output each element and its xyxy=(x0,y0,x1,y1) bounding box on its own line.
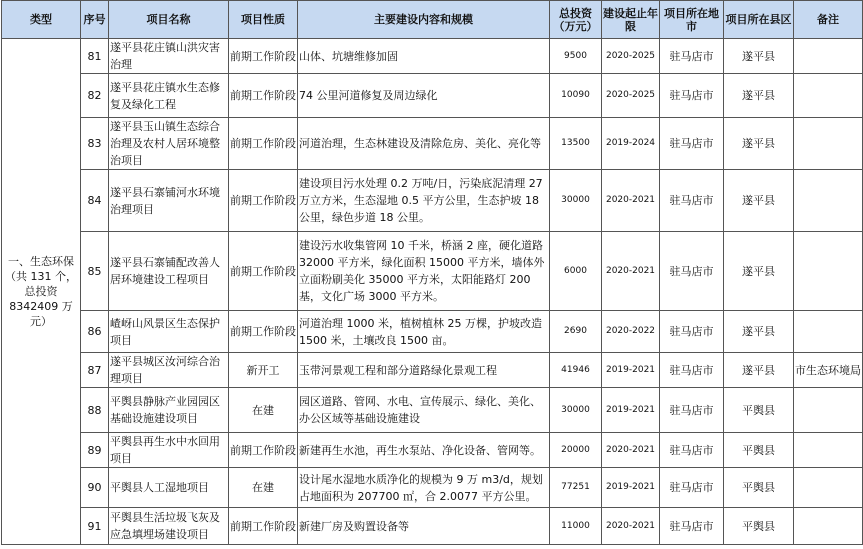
cell-period: 2020-2025 xyxy=(602,39,660,74)
cell-period: 2019-2021 xyxy=(602,353,660,388)
cell-note xyxy=(794,468,863,508)
cell-content: 74 公里河道修复及周边绿化 xyxy=(298,74,550,118)
cell-investment: 2690 xyxy=(550,311,602,353)
cell-project-nature: 前期工作阶段 xyxy=(229,74,298,118)
header-period: 建设起止年限 xyxy=(602,1,660,39)
cell-project-name: 遂平县玉山镇生态综合治理及农村人居环境整治项目 xyxy=(109,118,229,170)
table-row xyxy=(2,508,863,545)
cell-city: 驻马店市 xyxy=(660,118,724,170)
cell-county: 遂平县 xyxy=(724,311,794,353)
cell-project-nature: 前期工作阶段 xyxy=(229,508,298,545)
cell-no: 91 xyxy=(81,508,109,545)
cell-period: 2020-2025 xyxy=(602,74,660,118)
table-row xyxy=(2,118,863,170)
cell-project-name: 平舆县人工湿地项目 xyxy=(109,468,229,508)
cell-city: 驻马店市 xyxy=(660,353,724,388)
header-type: 类型 xyxy=(2,1,81,39)
cell-content: 建设污水收集管网 10 千米，桥涵 2 座，硬化道路 32000 平方米，绿化面积 15000 平方米，墙体外立面粉刷美化 35000 平方米，太阳能路灯 200 基，文化广场 3000 平方米。 xyxy=(298,232,550,311)
cell-period: 2020-2021 xyxy=(602,170,660,232)
cell-project-name: 平舆县静脉产业园园区基础设施建设项目 xyxy=(109,388,229,433)
cell-city: 驻马店市 xyxy=(660,468,724,508)
cell-investment: 9500 xyxy=(550,39,602,74)
cell-note xyxy=(794,74,863,118)
header-investment: 总投资（万元） xyxy=(550,1,602,39)
cell-no: 88 xyxy=(81,388,109,433)
cell-note: 市生态环境局 xyxy=(794,353,863,388)
cell-project-name: 遂平县石寨铺河水环境治理项目 xyxy=(109,170,229,232)
cell-investment: 11000 xyxy=(550,508,602,545)
cell-investment: 41946 xyxy=(550,353,602,388)
cell-investment: 20000 xyxy=(550,433,602,468)
header-name: 项目名称 xyxy=(109,1,229,39)
cell-no: 81 xyxy=(81,39,109,74)
cell-project-nature: 前期工作阶段 xyxy=(229,39,298,74)
cell-content: 河道治理 1000 米，植树植林 25 万棵，护坡改造 1500 米，土壤改良 1500 亩。 xyxy=(298,311,550,353)
cell-investment: 30000 xyxy=(550,170,602,232)
table-row xyxy=(2,388,863,433)
cell-county: 平舆县 xyxy=(724,508,794,545)
cell-no: 90 xyxy=(81,468,109,508)
cell-note xyxy=(794,311,863,353)
cell-city: 驻马店市 xyxy=(660,508,724,545)
cell-note xyxy=(794,232,863,311)
cell-content: 建设项目污水处理 0.2 万吨/日，污染底泥清理 27 万立方米，生态湿地 0.5 平方公里，生态护坡 18 公里，绿色步道 18 公里。 xyxy=(298,170,550,232)
cell-note xyxy=(794,508,863,545)
header-note: 备注 xyxy=(794,1,863,39)
cell-county: 平舆县 xyxy=(724,388,794,433)
cell-city: 驻马店市 xyxy=(660,170,724,232)
cell-content: 河道治理，生态林建设及清除危房、美化、亮化等 xyxy=(298,118,550,170)
cell-project-nature: 前期工作阶段 xyxy=(229,311,298,353)
cell-period: 2019-2021 xyxy=(602,388,660,433)
header-no: 序号 xyxy=(81,1,109,39)
table-row xyxy=(2,311,863,353)
cell-project-name: 遂平县花庄镇水生态修复及绿化工程 xyxy=(109,74,229,118)
cell-project-name: 嵖岈山风景区生态保护项目 xyxy=(109,311,229,353)
cell-project-name: 遂平县石寨铺配改善人居环境建设工程项目 xyxy=(109,232,229,311)
cell-investment: 10090 xyxy=(550,74,602,118)
table-row xyxy=(2,433,863,468)
table-row xyxy=(2,74,863,118)
cell-content: 园区道路、管网、水电、宣传展示、绿化、美化、办公区域等基础设施建设 xyxy=(298,388,550,433)
cell-county: 遂平县 xyxy=(724,353,794,388)
table-row xyxy=(2,232,863,311)
cell-county: 平舆县 xyxy=(724,433,794,468)
cell-period: 2020-2022 xyxy=(602,311,660,353)
cell-content: 新建厂房及购置设备等 xyxy=(298,508,550,545)
cell-city: 驻马店市 xyxy=(660,311,724,353)
cell-project-nature: 在建 xyxy=(229,388,298,433)
cell-county: 遂平县 xyxy=(724,74,794,118)
cell-county: 遂平县 xyxy=(724,170,794,232)
cell-period: 2020-2021 xyxy=(602,433,660,468)
cell-city: 驻马店市 xyxy=(660,74,724,118)
cell-county: 平舆县 xyxy=(724,468,794,508)
cell-project-nature: 前期工作阶段 xyxy=(229,232,298,311)
table-body xyxy=(2,39,863,545)
cell-note xyxy=(794,433,863,468)
cell-no: 84 xyxy=(81,170,109,232)
cell-project-nature: 前期工作阶段 xyxy=(229,170,298,232)
cell-project-name: 平舆县再生水中水回用项目 xyxy=(109,433,229,468)
cell-county: 遂平县 xyxy=(724,118,794,170)
cell-project-name: 遂平县花庄镇山洪灾害治理 xyxy=(109,39,229,74)
table-row xyxy=(2,39,863,74)
project-table xyxy=(1,0,863,545)
category-cell: 一、生态环保（共 131 个，总投资 8342409 万元） xyxy=(2,39,81,545)
cell-investment: 30000 xyxy=(550,388,602,433)
header-nature: 项目性质 xyxy=(229,1,298,39)
cell-project-name: 遂平县城区汝河综合治理项目 xyxy=(109,353,229,388)
cell-no: 85 xyxy=(81,232,109,311)
cell-period: 2019-2024 xyxy=(602,118,660,170)
header-county: 项目所在县区 xyxy=(724,1,794,39)
cell-city: 驻马店市 xyxy=(660,232,724,311)
cell-period: 2019-2021 xyxy=(602,468,660,508)
cell-city: 驻马店市 xyxy=(660,388,724,433)
cell-county: 遂平县 xyxy=(724,39,794,74)
cell-city: 驻马店市 xyxy=(660,39,724,74)
cell-content: 玉带河景观工程和部分道路绿化景观工程 xyxy=(298,353,550,388)
cell-county: 遂平县 xyxy=(724,232,794,311)
cell-content: 山体、坑塘维修加固 xyxy=(298,39,550,74)
table-row xyxy=(2,170,863,232)
cell-project-nature: 前期工作阶段 xyxy=(229,118,298,170)
cell-content: 新建再生水池，再生水泵站、净化设备、管网等。 xyxy=(298,433,550,468)
cell-project-nature: 新开工 xyxy=(229,353,298,388)
cell-project-nature: 在建 xyxy=(229,468,298,508)
cell-city: 驻马店市 xyxy=(660,433,724,468)
cell-project-nature: 前期工作阶段 xyxy=(229,433,298,468)
cell-note xyxy=(794,388,863,433)
header-content: 主要建设内容和规模 xyxy=(298,1,550,39)
header-city: 项目所在地市 xyxy=(660,1,724,39)
cell-investment: 6000 xyxy=(550,232,602,311)
cell-content: 设计尾水湿地水质净化的规模为 9 万 m3/d，规划占地面积为 207700 ㎡，合 2.0077 平方公里。 xyxy=(298,468,550,508)
cell-no: 87 xyxy=(81,353,109,388)
cell-note xyxy=(794,170,863,232)
table-row xyxy=(2,468,863,508)
cell-investment: 77251 xyxy=(550,468,602,508)
cell-investment: 13500 xyxy=(550,118,602,170)
cell-no: 86 xyxy=(81,311,109,353)
cell-period: 2020-2021 xyxy=(602,508,660,545)
cell-period: 2020-2021 xyxy=(602,232,660,311)
cell-note xyxy=(794,118,863,170)
table-row xyxy=(2,353,863,388)
cell-no: 82 xyxy=(81,74,109,118)
cell-no: 89 xyxy=(81,433,109,468)
header-row xyxy=(2,1,863,39)
cell-note xyxy=(794,39,863,74)
cell-project-name: 平舆县生活垃圾飞灰及应急填埋场建设项目 xyxy=(109,508,229,545)
cell-no: 83 xyxy=(81,118,109,170)
